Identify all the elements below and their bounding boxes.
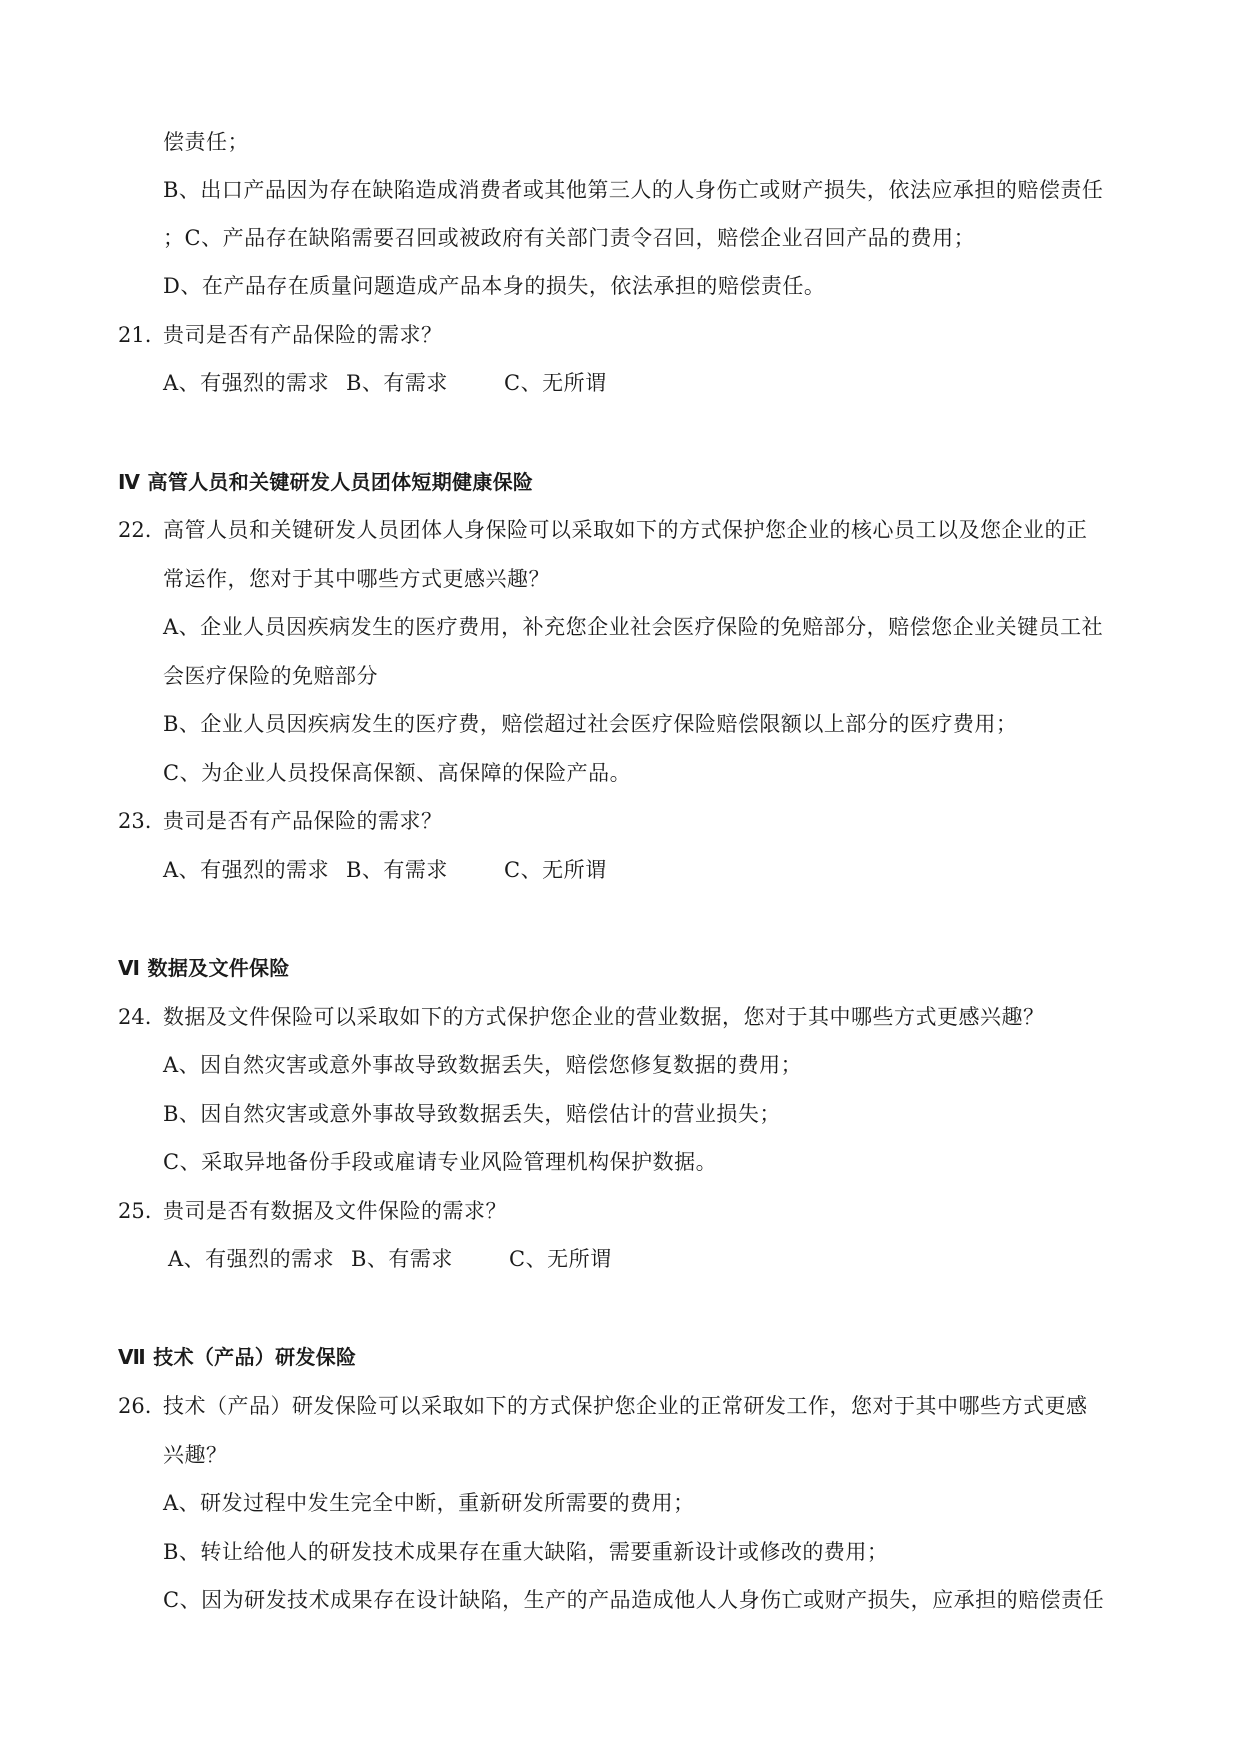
- option-c: C、因为研发技术成果存在设计缺陷，生产的产品造成他人人身伤亡或财产损失，应承担的赔偿责任: [163, 1588, 1105, 1612]
- option-a: A、企业人员因疾病发生的医疗费用，补充您企业社会医疗保险的免赔部分，赔偿您企业关键员工社: [163, 615, 1104, 639]
- question-text: 技术（产品）研发保险可以采取如下的方式保护您企业的正常研发工作，您对于其中哪些方式更感: [163, 1394, 1088, 1418]
- option-b: B、企业人员因疾病发生的医疗费，赔偿超过社会医疗保险赔偿限额以上部分的医疗费用；: [163, 712, 1018, 736]
- option-a: A、有强烈的需求: [168, 1247, 335, 1271]
- answer-options: [163, 856, 607, 884]
- question-number: 21.: [118, 323, 152, 347]
- text-line: ；C、产品存在缺陷需要召回或被政府有关部门责令召回，赔偿企业召回产品的费用；: [163, 226, 976, 250]
- question-text: 高管人员和关键研发人员团体人身保险可以采取如下的方式保护您企业的核心员工以及您企业的正: [163, 518, 1088, 542]
- text-line: B、出口产品因为存在缺陷造成消费者或其他第三人的人身伤亡或财产损失，依法应承担的赔偿责任: [163, 178, 1104, 202]
- option-a: A、因自然灾害或意外事故导致数据丢失，赔偿您修复数据的费用；: [163, 1053, 803, 1077]
- answer-options: [163, 369, 607, 397]
- section-heading: Ⅳ 高管人员和关键研发人员团体短期健康保险: [118, 470, 534, 494]
- question-number: 23.: [118, 809, 152, 833]
- option-a: A、研发过程中发生完全中断，重新研发所需要的费用；: [163, 1491, 695, 1515]
- question-number: 26.: [118, 1394, 152, 1418]
- question-text: 贵司是否有产品保险的需求？: [163, 323, 443, 347]
- option-a: A、有强烈的需求: [163, 371, 330, 395]
- question-text: 数据及文件保险可以采取如下的方式保护您企业的营业数据，您对于其中哪些方式更感兴趣？: [163, 1005, 1045, 1029]
- answer-options: [168, 1245, 612, 1273]
- option-c: C、为企业人员投保高保额、高保障的保险产品。: [163, 761, 632, 785]
- section-heading: Ⅶ 技术（产品）研发保险: [118, 1345, 357, 1369]
- option-c: C、无所谓: [504, 371, 607, 395]
- option-a: A、有强烈的需求: [163, 858, 330, 882]
- question-number: 24.: [118, 1005, 152, 1029]
- question-text: 兴趣？: [163, 1443, 228, 1467]
- question-number: 25.: [118, 1199, 152, 1223]
- option-b: B、有需求: [346, 858, 448, 882]
- question-text: 常运作，您对于其中哪些方式更感兴趣？: [163, 567, 550, 591]
- option-c: C、采取异地备份手段或雇请专业风险管理机构保护数据。: [163, 1150, 718, 1174]
- option-b: B、有需求: [351, 1247, 453, 1271]
- option-b: B、因自然灾害或意外事故导致数据丢失，赔偿估计的营业损失；: [163, 1102, 781, 1126]
- text-line: 偿责任；: [163, 130, 249, 154]
- option-c: C、无所谓: [504, 858, 607, 882]
- text-line: D、在产品存在质量问题造成产品本身的损失，依法承担的赔偿责任。: [163, 274, 826, 298]
- option-b: B、转让给他人的研发技术成果存在重大缺陷，需要重新设计或修改的费用；: [163, 1540, 889, 1564]
- option-c: C、无所谓: [509, 1247, 612, 1271]
- section-heading: Ⅵ 数据及文件保险: [118, 956, 290, 980]
- question-number: 22.: [118, 518, 152, 542]
- question-text: 贵司是否有数据及文件保险的需求？: [163, 1199, 507, 1223]
- option-a: 会医疗保险的免赔部分: [163, 664, 378, 688]
- question-text: 贵司是否有产品保险的需求？: [163, 809, 443, 833]
- option-b: B、有需求: [346, 371, 448, 395]
